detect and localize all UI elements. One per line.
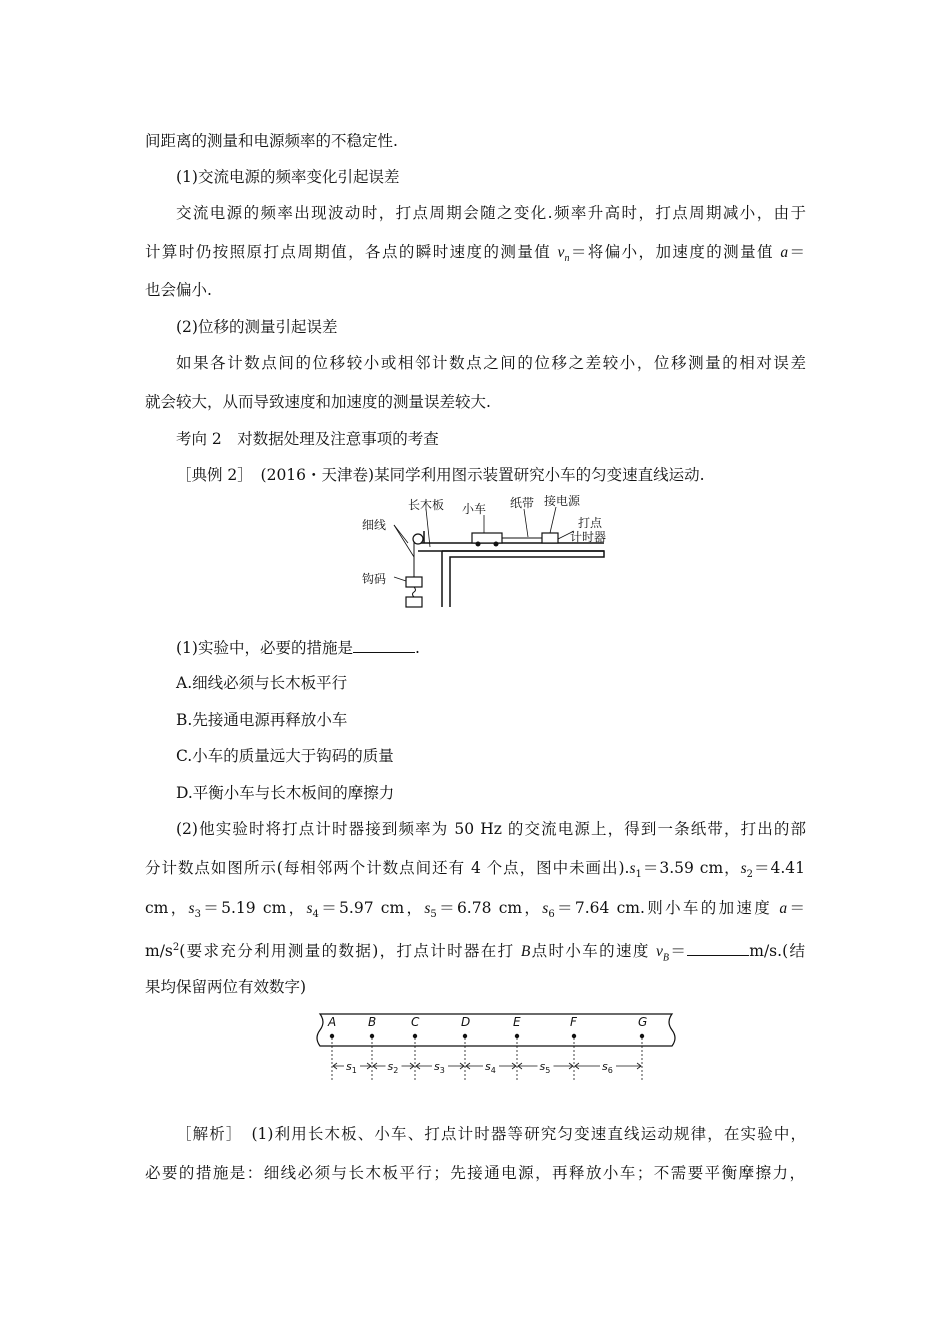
sup: 2: [172, 942, 180, 953]
text-span: 计算时仍按照原打点周期值，各点的瞬时速度的测量值: [145, 243, 558, 261]
segment-label-s4: $s_4$: [485, 1060, 496, 1075]
text-line-7: 如果各计数点间的位移较小或相邻计数点之间的位移之差较小，位移测量的相对误差: [176, 354, 806, 372]
answer-blank-1[interactable]: [353, 638, 415, 653]
answer-blank-2[interactable]: [687, 941, 749, 956]
cart-shape: [472, 533, 502, 543]
sub-B: B: [662, 952, 670, 964]
var-s3: s: [188, 900, 195, 917]
point-label-G: G: [638, 1015, 648, 1029]
point-C: [413, 1034, 417, 1038]
var-a: a: [780, 244, 789, 261]
var-s1: s: [629, 860, 636, 877]
var-a: a: [779, 900, 788, 917]
segment-label-s1: $s_1$: [346, 1060, 357, 1075]
label-power: 接电源: [544, 495, 581, 508]
point-label-C: C: [411, 1015, 420, 1029]
var-B: B: [520, 943, 531, 961]
text-span: ＝: [787, 899, 805, 917]
text-line-4: [145, 241, 805, 270]
point-F: [572, 1034, 576, 1038]
value-s1: ＝3.59 cm，: [641, 859, 741, 877]
option-c: C.小车的质量远大于钩码的质量: [176, 747, 394, 765]
point-E: [515, 1034, 519, 1038]
label-timer-1: 打点: [578, 516, 603, 530]
point-A: [330, 1034, 334, 1038]
text-line-3: 交流电源的频率出现波动时，打点周期会随之变化.频率升高时，打点周期减小，由于: [176, 204, 806, 222]
segment-label-s5: $s_5$: [539, 1060, 551, 1075]
weight-shape-1: [406, 577, 422, 587]
question-2-line-2: [145, 857, 805, 886]
segment-label-s2: $s_2$: [387, 1060, 399, 1075]
sub-n: n: [564, 253, 570, 265]
point-label-F: F: [570, 1015, 577, 1029]
value-s5: ＝6.78 cm，: [436, 899, 543, 917]
var-s2: s: [740, 860, 747, 877]
var-v: v: [656, 943, 663, 961]
question-2-line-1: (2)他实验时将打点计时器接到频率为 50 Hz 的交流电源上，得到一条纸带，打出的部: [176, 820, 806, 838]
var-s6: s: [542, 900, 549, 917]
answer-line-1: ［解析］ (1)利用长木板、小车、打点计时器等研究匀变速直线运动规律，在实验中，: [176, 1125, 806, 1143]
value-s6: ＝7.64 cm.则小车的加速度: [554, 899, 780, 917]
label-car: 小车: [462, 502, 487, 516]
point-label-A: A: [328, 1015, 337, 1029]
point-D: [463, 1034, 467, 1038]
label-weight: 钩码: [362, 572, 387, 586]
sub: 2: [746, 869, 754, 881]
sub: 5: [430, 909, 437, 921]
question-1: [176, 637, 420, 659]
label-board: 长木板: [408, 498, 445, 512]
value-s4: ＝5.97 cm，: [318, 899, 425, 917]
point-label-D: D: [461, 1015, 471, 1029]
var-s4: s: [306, 900, 313, 917]
value-s3: ＝5.19 cm，: [200, 899, 307, 917]
example-title: ［典例 2］ (2016・天津卷)某同学利用图示装置研究小车的匀变速直线运动.: [176, 466, 705, 484]
text-line-8: 就会较大，从而导致速度和加速度的测量误差较大.: [145, 393, 491, 411]
sub: 4: [312, 909, 319, 921]
text-span: 分计数点如图所示(每相邻两个计数点间还有 4 个点，图中未画出).: [145, 859, 630, 877]
paper-tape-figure: [310, 1010, 680, 1090]
text-span: ＝将偏小，加速度的测量值: [569, 243, 781, 261]
text-span: cm，: [145, 899, 189, 917]
text-span: (1)实验中，必要的措施是: [176, 639, 353, 657]
weight-shape-2: [406, 597, 422, 607]
sub: 1: [635, 869, 642, 881]
point-label-B: B: [368, 1015, 377, 1029]
heading-frequency-error: (1)交流电源的频率变化引起误差: [176, 168, 400, 186]
label-string: 细线: [362, 518, 387, 532]
text-span: (要求充分利用测量的数据)，打点计时器在打: [179, 942, 521, 961]
segment-label-s3: $s_3$: [434, 1060, 445, 1075]
sub: 6: [548, 909, 555, 921]
option-b: B.先接通电源再释放小车: [176, 711, 348, 729]
sub: 3: [194, 909, 201, 921]
label-tape: 纸带: [510, 496, 535, 510]
text-span: ＝: [669, 942, 688, 961]
text-line-1: 间距离的测量和电源频率的不稳定性.: [145, 132, 398, 150]
text-line-5: 也会偏小.: [145, 281, 212, 299]
question-2-line-4: [145, 937, 805, 969]
value-s2: ＝4.41: [753, 859, 805, 877]
question-2-line-5: 果均保留两位有效数字): [145, 978, 307, 996]
var-v: v: [557, 244, 565, 261]
option-a: A.细线必须与长木板平行: [176, 674, 348, 692]
text-span: ＝: [788, 243, 805, 261]
point-G: [640, 1034, 644, 1038]
timer-shape: [542, 533, 558, 543]
label-timer-2: 计时器: [570, 530, 607, 544]
question-2-line-3: [145, 897, 805, 926]
segment-label-s6: $s_6$: [602, 1060, 613, 1075]
point-B: [370, 1034, 374, 1038]
text-span: .: [414, 639, 420, 657]
point-label-E: E: [513, 1015, 521, 1029]
text-span: 点时小车的速度: [530, 942, 657, 961]
heading-displacement-error: (2)位移的测量引起误差: [176, 318, 338, 336]
var-s5: s: [424, 900, 431, 917]
section-title: 考向 2 对数据处理及注意事项的考查: [176, 430, 439, 448]
answer-line-2: 必要的措施是：细线必须与长木板平行；先接通电源，再释放小车；不需要平衡摩擦力，: [145, 1164, 805, 1182]
experiment-apparatus-figure: [360, 495, 620, 615]
unit: m/s: [145, 942, 173, 961]
text-span: m/s.(结: [749, 942, 805, 961]
option-d: D.平衡小车与长木板间的摩擦力: [176, 784, 395, 802]
